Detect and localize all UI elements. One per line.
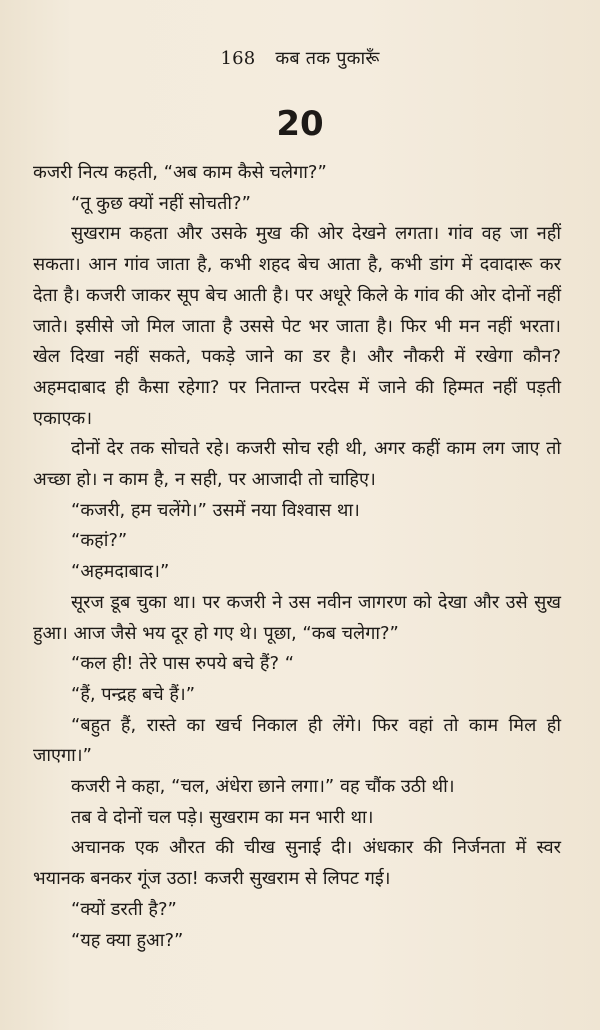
- paragraph: कजरी नित्य कहती, “अब काम कैसे चलेगा?”: [33, 162, 327, 183]
- paragraph: अचानक एक औरत की चीख सुनाई दी। अंधकार की निर्जनता में स्वर भयानक बनकर गूंज उठा! कजरी सुखराम से लिपट गई।: [33, 837, 561, 890]
- paragraph: दोनों देर तक सोचते रहे। कजरी सोच रही थी, अगर कहीं काम लग जाए तो अच्छा हो। न काम है, न सही, पर आजादी तो चाहिए।: [33, 438, 561, 491]
- paragraph: सूरज डूब चुका था। पर कजरी ने उस नवीन जागरण को देखा और उसे सुख हुआ। आज जैसे भय दूर हो गए थे। पूछा, “कब चलेगा?”: [33, 591, 561, 644]
- paragraph: “कल ही! तेरे पास रुपये बचे हैं? “: [71, 653, 295, 675]
- book-title: कब तक पुकारूँ: [275, 48, 380, 69]
- chapter-number: 20: [276, 104, 324, 144]
- paragraph: “यह क्या हुआ?”: [71, 929, 184, 951]
- paragraph: “तू कुछ क्यों नहीं सोचती?”: [71, 192, 251, 214]
- paragraph: “कहां?”: [71, 530, 128, 552]
- paragraph: कजरी ने कहा, “चल, अंधेरा छाने लगा।” वह चौंक उठी थी।: [71, 776, 455, 798]
- paragraph: “कजरी, हम चलेंगे।” उसमें नया विश्वास था।: [71, 499, 360, 521]
- paragraph: “अहमदाबाद।”: [71, 561, 170, 583]
- paragraph: “क्यों डरती है?”: [71, 898, 177, 920]
- paragraph: सुखराम कहता और उसके मुख की ओर देखने लगता। गांव वह जा नहीं सकता। आन गांव जाता है, कभी शहद बेच आता है, कभी डांग में दवादारू कर देता है। कजरी जाकर सूप बेच आती है। पर अधूरे किले के गांव की ओर दोनों नहीं जाते। इसीसे जो मिल जाता है उससे पेट भर जाता है। फिर भी मन नहीं भरता। खेल दिखा नहीं सकते, पकड़े जाने का डर है। और नौकरी में रखेगा कौन? अहमदाबाद ही कैसा रहेगा? पर नितान्त परदेस में जाने की हिम्मत नहीं पड़ती एकाएक।: [33, 223, 561, 429]
- running-header: [0, 46, 600, 70]
- page-body: [33, 158, 561, 956]
- page-number: 168: [220, 48, 256, 69]
- paragraph: “हैं, पन्द्रह बचे हैं।”: [71, 683, 196, 705]
- paragraph: तब वे दोनों चल पड़े। सुखराम का मन भारी था।: [71, 806, 374, 828]
- paragraph: “बहुत हैं, रास्ते का खर्च निकाल ही लेंगे। फिर वहां तो काम मिल ही जाएगा।”: [33, 714, 561, 767]
